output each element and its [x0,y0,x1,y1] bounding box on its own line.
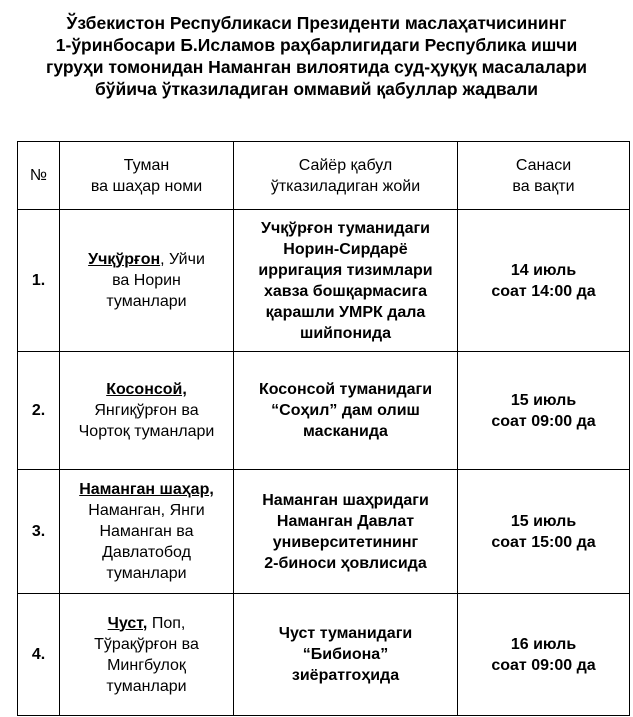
row-location: Наманган шаҳридаги Наманган Давлат университетининг 2-биноси ҳовлисида [234,470,458,594]
row-location: Косонсой туманидаги “Соҳил” дам олиш масканида [234,352,458,470]
row-district: Наманган шаҳар, Наманган, Янги Наманган ва Давлатобод туманлари [60,470,234,594]
table-row [18,470,630,594]
header-district: Туман ва шаҳар номи [60,142,234,210]
table-row [18,594,630,716]
table-header-row [18,142,630,210]
table-row [18,352,630,470]
row-datetime: 16 июль соат 09:00 да [458,594,630,716]
header-location: Сайёр қабул ўтказиладиган жойи [234,142,458,210]
row-district: Чуст, Поп, Тўрақўрғон ва Мингбулоқ туманлари [60,594,234,716]
row-number: 1. [18,210,60,352]
table-row [18,210,630,352]
title-line: Ўзбекистон Республикаси Президенти маслаҳатчисининг [66,13,567,33]
row-number: 4. [18,594,60,716]
row-number: 2. [18,352,60,470]
row-district: Учқўрғон, Уйчи ва Норин туманлари [60,210,234,352]
title-line: бўйича ўтказиладиган оммавий қабуллар жадвали [94,79,539,99]
row-number: 3. [18,470,60,594]
row-datetime: 14 июль соат 14:00 да [458,210,630,352]
title-line: гуруҳи томонидан Наманган вилоятида суд-ҳуқуқ масалалари [46,57,587,77]
schedule-table [17,141,630,716]
row-district: Косонсой, Янгиқўрғон ва Чортоқ туманлари [60,352,234,470]
title-line: 1-ўринбосари Б.Исламов раҳбарлигидаги Республика ишчи [55,35,578,55]
header-num: № [18,142,60,210]
row-location: Чуст туманидаги “Бибиона” зиёратгоҳида [234,594,458,716]
row-location: Учқўрғон туманидаги Норин-Сирдарё ирригация тизимлари хавза бошқармасига қарашли УМРК дала шийпонида [234,210,458,352]
document-title [0,12,633,100]
row-datetime: 15 июль соат 09:00 да [458,352,630,470]
row-datetime: 15 июль соат 15:00 да [458,470,630,594]
header-date: Санаси ва вақти [458,142,630,210]
